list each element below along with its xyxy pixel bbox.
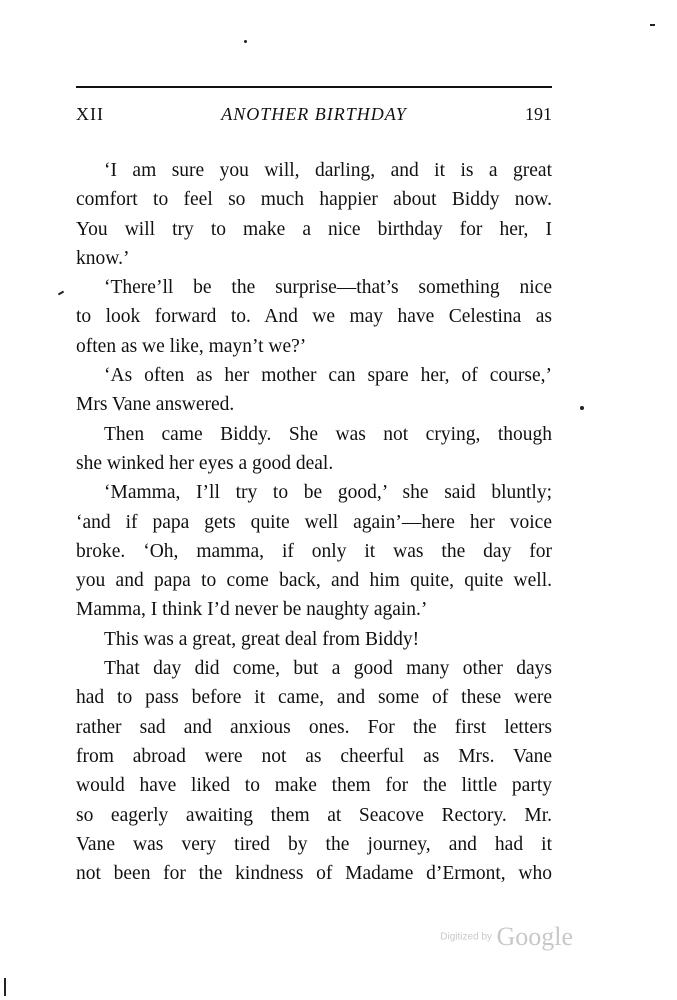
scan-speck [650,24,655,26]
text-line: rather sad and anxious ones. For the first letters [76,716,552,738]
text-line: to look forward to. And we may have Celestina as [76,306,552,328]
text-line: Mrs Vane answered. [76,394,235,416]
text-line: This was a great, great deal from Biddy! [104,628,420,650]
text-line: ‘and if papa gets quite well again’—here her voice [76,511,552,533]
text-line: you and papa to come back, and him quite, quite well. [76,570,552,592]
scan-speck [58,291,64,296]
text-line: often as we like, mayn’t we?’ [76,335,307,357]
text-line: she winked her eyes a good deal. [76,452,334,474]
page-number: 191 [525,104,552,124]
scan-speck [580,406,584,410]
running-title: ANOTHER BIRTHDAY [221,104,407,124]
text-line: know.’ [76,247,130,269]
text-line: ‘I am sure you will, darling, and it is a great [104,160,552,181]
running-header [76,104,552,132]
watermark-prefix: Digitized by [440,931,492,943]
text-line: so eagerly awaiting them at Seacove Rectory. Mr. [76,804,552,826]
text-line: Then came Biddy. She was not crying, though [104,423,552,445]
text-line: not been for the kindness of Madame d’Ermont, who [76,863,552,885]
text-line: would have liked to make them for the little party [76,775,552,797]
digitized-watermark [440,922,573,952]
text-line: ‘There’ll be the surprise—that’s something nice [104,277,552,299]
page-body [76,156,552,888]
text-line: Mamma, I think I’d never be naughty again.’ [76,599,428,621]
text-line: Vane was very tired by the journey, and had it [76,833,552,855]
text-line: comfort to feel so much happier about Biddy now. [76,189,552,211]
header-rule [76,86,552,88]
scan-speck [244,40,247,43]
text-line: broke. ‘Oh, mamma, if only it was the day for [76,540,552,562]
google-logo: Google [496,922,573,951]
text-line: from abroad were not as cheerful as Mrs. Vane [76,745,552,767]
scan-speck [4,978,6,996]
text-line: had to pass before it came, and some of these were [76,687,552,709]
text-line: ‘As often as her mother can spare her, of course,’ [104,365,552,387]
chapter-number: XII [76,104,104,124]
text-line: ‘Mamma, I’ll try to be good,’ she said bluntly; [104,482,552,504]
text-line: You will try to make a nice birthday for her, I [76,218,552,240]
text-line: That day did come, but a good many other days [104,658,552,680]
